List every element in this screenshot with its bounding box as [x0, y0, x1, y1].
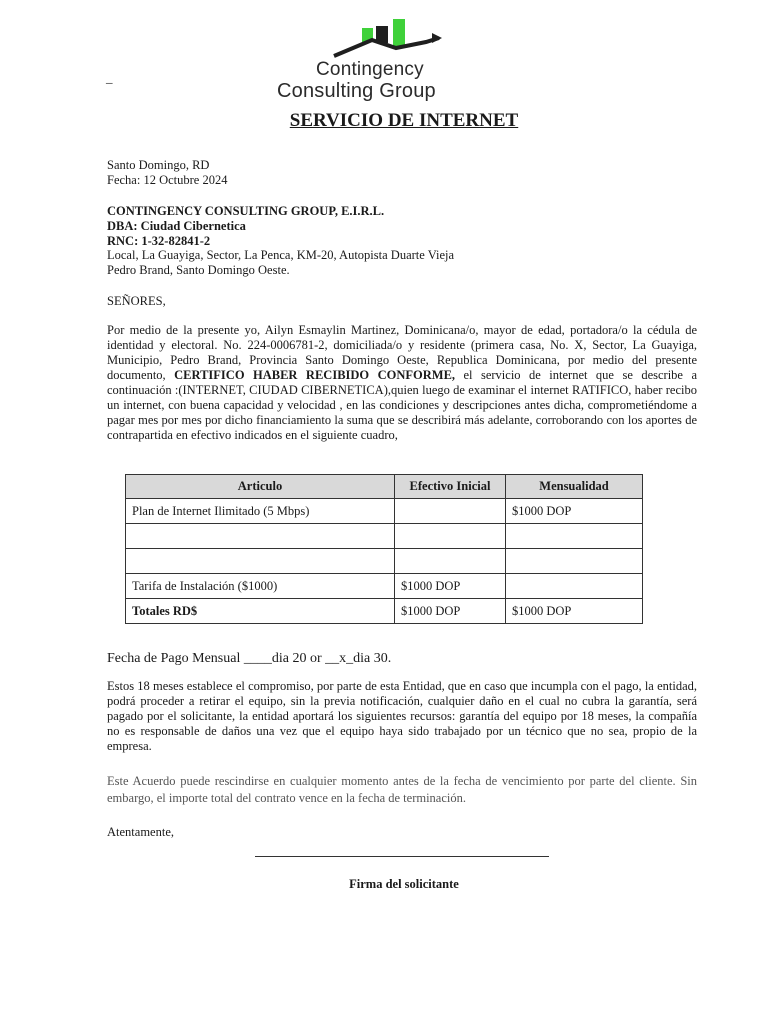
header-articulo: Articulo — [126, 475, 395, 499]
table-cell — [126, 549, 395, 574]
table-cell: Plan de Internet Ilimitado (5 Mbps) — [126, 499, 395, 524]
header-efectivo-inicial: Efectivo Inicial — [395, 475, 506, 499]
totals-label: Totales RD$ — [126, 599, 395, 624]
table-row — [126, 574, 643, 599]
payment-date-line: Fecha de Pago Mensual ____dia 20 or __x_dia 30. — [107, 651, 392, 666]
company-dba: DBA: Ciudad Cibernetica — [107, 219, 246, 233]
table-cell: $1000 DOP — [395, 574, 506, 599]
header-mensualidad: Mensualidad — [506, 475, 643, 499]
certification-text-a: Por medio de la presente yo, Ailyn Esmaylin Martinez, Dominicana/o, mayor de edad, portadora/o la cédula de identidad y electoral. No. 224-0006781-2, domiciliada/o y residente (primera casa, No. X, Sector, La Guayiga, Municipio, Pedro Brand, Provincia Santo Domingo Oeste, Republica Dominicana, por medio del presente documento, — [107, 323, 697, 382]
signature-label: Firma del solicitante — [349, 877, 459, 891]
table-cell — [506, 524, 643, 549]
certification-paragraph — [107, 323, 697, 443]
table-header-row — [126, 475, 643, 499]
table-cell — [395, 499, 506, 524]
stray-underscore: _ — [106, 70, 113, 85]
table-totals-row — [126, 599, 643, 624]
logo-text-line2: Consulting Group — [277, 80, 436, 102]
company-address-2: Pedro Brand, Santo Domingo Oeste. — [107, 263, 290, 277]
logo-text-line1: Contingency — [316, 59, 424, 80]
table-row — [126, 499, 643, 524]
logo-arrow-head — [432, 33, 442, 43]
salutation: SEÑORES, — [107, 294, 166, 308]
table-cell — [126, 524, 395, 549]
date-line: Fecha: 12 Octubre 2024 — [107, 173, 228, 187]
totals-mensualidad: $1000 DOP — [506, 599, 643, 624]
company-address-1: Local, La Guayiga, Sector, La Penca, KM-20, Autopista Duarte Vieja — [107, 248, 455, 262]
company-name: CONTINGENCY CONSULTING GROUP, E.I.R.L. — [107, 204, 385, 218]
payment-table — [125, 474, 643, 624]
table-cell — [506, 574, 643, 599]
table-cell — [395, 549, 506, 574]
commitment-paragraph: Estos 18 meses establece el compromiso, por parte de esta Entidad, que en caso que incumpla con el pago, la entidad, podrá proceder a retirar el equipo, sin la previa notificación, cualquier daño en el cual no cubra la garantía, será pagado por el solicitante, la entidad aportará los siguientes recursos: garantía del equipo por 18 meses, la compañía no es responsable de daños una vez que el equipo haya sido trabajado por un técnico que no sea, propio de la empresa. — [107, 679, 697, 753]
closing: Atentamente, — [107, 825, 174, 839]
totals-efectivo: $1000 DOP — [395, 599, 506, 624]
company-rnc: RNC: 1-32-82841-2 — [107, 234, 211, 248]
logo-bar-tall — [393, 19, 405, 47]
city-line: Santo Domingo, RD — [107, 158, 210, 172]
table-cell: $1000 DOP — [506, 499, 643, 524]
certification-text-bold: CERTIFICO HABER RECIBIDO CONFORME, — [174, 368, 456, 382]
table-row — [126, 549, 643, 574]
table-row — [126, 524, 643, 549]
table-cell: Tarifa de Instalación ($1000) — [126, 574, 395, 599]
signature-line — [255, 856, 549, 857]
agreement-paragraph: Este Acuerdo puede rescindirse en cualquier momento antes de la fecha de vencimiento por parte del cliente. Sin embargo, el importe total del contrato vence en la fecha de terminación. — [107, 774, 697, 805]
table-cell — [395, 524, 506, 549]
table-cell — [506, 549, 643, 574]
document-title: SERVICIO DE INTERNET — [289, 110, 519, 131]
certification-text-b: el servicio de internet que se describe a continuación :(INTERNET, CIUDAD CIBERNETICA),quien luego de examinar el internet RATIFICO, haber recibo un internet, con buena capacidad y velocidad , en las condiciones y descripciones antes dicha, comprometiéndome a pagar mes por mes por dicho financiamiento la suma que se describirá más adelante, corroborando con los aportes de contrapartida en efectivo indicados en el siguiente cuadro, — [107, 368, 697, 442]
